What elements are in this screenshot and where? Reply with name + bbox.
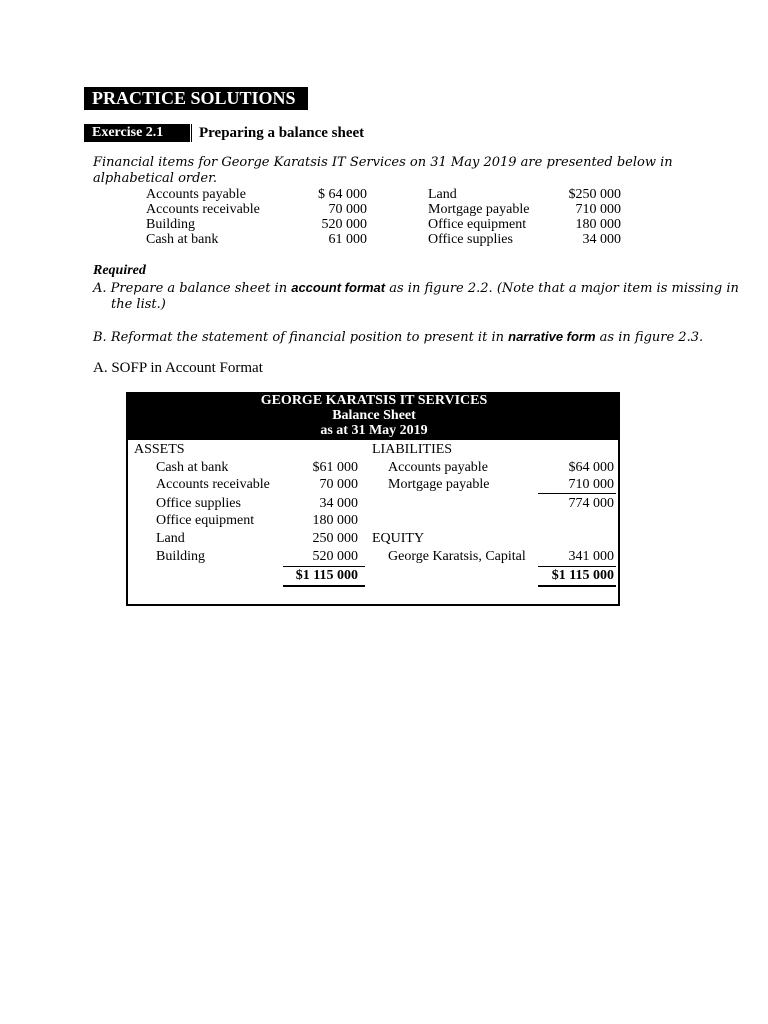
liability-label: Mortgage payable <box>388 477 490 492</box>
sofp-section-title: A. SOFP in Account Format <box>93 360 263 376</box>
required-part-a <box>93 279 739 297</box>
liability-label: Accounts payable <box>388 460 488 475</box>
item-left-label: Accounts receivable <box>146 202 260 217</box>
asset-value: 520 000 <box>312 549 358 564</box>
equity-value: 341 000 <box>568 549 614 564</box>
item-right-label: Office supplies <box>428 232 513 247</box>
equity-heading: EQUITY <box>372 531 425 546</box>
required-a-text-cont: as in figure 2.2. (Note that a major item is missing in <box>385 281 739 296</box>
statement-name: Balance Sheet <box>332 408 416 423</box>
asset-label: Cash at bank <box>156 460 229 475</box>
item-right-value: 34 000 <box>582 232 621 247</box>
asset-value: 70 000 <box>319 477 358 492</box>
item-right-value: 710 000 <box>575 202 621 217</box>
liab-equity-total-bottom-rule <box>538 585 616 587</box>
required-part-a-continuation: the list.) <box>111 297 166 312</box>
liabilities-heading: LIABILITIES <box>372 442 453 457</box>
assets-total-bottom-rule <box>283 585 365 587</box>
asset-label: Office equipment <box>156 513 255 528</box>
item-left-label: Accounts payable <box>146 187 246 202</box>
item-left-label: Cash at bank <box>146 232 219 247</box>
exercise-number-tag: Exercise 2.1 <box>84 124 190 142</box>
equity-label: George Karatsis, Capital <box>388 549 526 564</box>
asset-label: Land <box>156 531 185 546</box>
required-a-text: A. Prepare a balance sheet in <box>93 281 292 296</box>
assets-heading: ASSETS <box>134 442 185 457</box>
item-right-label: Mortgage payable <box>428 202 530 217</box>
company-name: GEORGE KARATSIS IT SERVICES <box>260 393 488 408</box>
exercise-title: Preparing a balance sheet <box>199 125 365 141</box>
exercise-divider <box>191 124 192 142</box>
item-right-label: Land <box>428 187 457 202</box>
item-left-value: $ 64 000 <box>318 187 367 202</box>
balance-sheet-header <box>128 392 620 440</box>
intro-paragraph: Financial items for George Karatsis IT Services on 31 May 2019 are presented below in alphabetical order. <box>93 155 673 186</box>
required-b-text: B. Reformat the statement of financial position to present it in <box>93 330 509 345</box>
liab-equity-total: $1 115 000 <box>551 568 614 583</box>
item-left-value: 70 000 <box>328 202 367 217</box>
required-b-text-cont: as in figure 2.3. <box>595 330 704 345</box>
liab-equity-total-top-rule <box>538 566 616 567</box>
item-right-value: $250 000 <box>568 187 621 202</box>
liability-value: $64 000 <box>568 460 614 475</box>
liabilities-subtotal-rule <box>538 493 616 494</box>
required-heading: Required <box>93 263 146 278</box>
item-right-label: Office equipment <box>428 217 527 232</box>
statement-date: as at 31 May 2019 <box>320 423 428 438</box>
account-format-emphasis: account format <box>291 280 386 295</box>
item-left-value: 61 000 <box>328 232 367 247</box>
assets-total-top-rule <box>283 566 365 567</box>
item-left-value: 520 000 <box>321 217 367 232</box>
item-left-label: Building <box>146 217 196 232</box>
liability-value: 710 000 <box>568 477 614 492</box>
practice-solutions-banner: PRACTICE SOLUTIONS <box>84 87 308 110</box>
liabilities-total: 774 000 <box>568 496 614 511</box>
asset-label: Office supplies <box>156 496 241 511</box>
asset-label: Accounts receivable <box>156 477 270 492</box>
item-right-value: 180 000 <box>575 217 621 232</box>
asset-value: 250 000 <box>312 531 358 546</box>
asset-value: 34 000 <box>319 496 358 511</box>
assets-total: $1 115 000 <box>295 568 358 583</box>
asset-label: Building <box>156 549 206 564</box>
asset-value: 180 000 <box>312 513 358 528</box>
required-part-b <box>93 328 703 346</box>
asset-value: $61 000 <box>312 460 358 475</box>
narrative-form-emphasis: narrative form <box>508 329 596 344</box>
